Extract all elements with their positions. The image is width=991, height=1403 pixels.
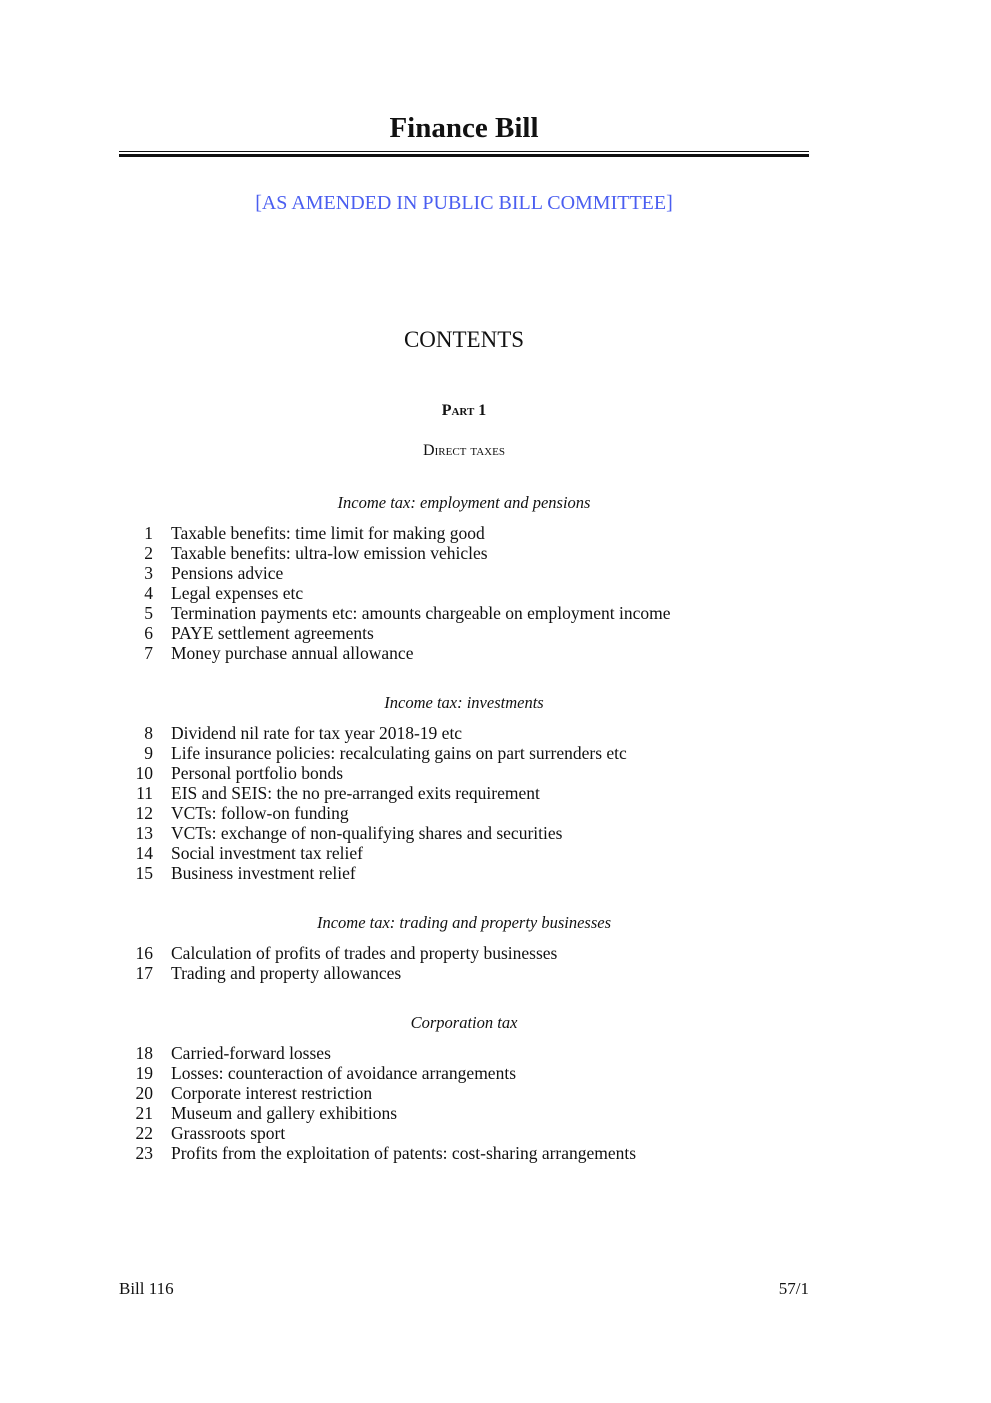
list-item[interactable] [119,523,809,543]
item-text: Losses: counteraction of avoidance arrangements [171,1063,517,1083]
item-number: 11 [136,783,153,803]
amended-note: [AS AMENDED IN PUBLIC BILL COMMITTEE] [255,192,673,214]
item-text: Grassroots sport [171,1123,286,1143]
item-number: 22 [135,1123,153,1143]
item-number: 16 [135,943,153,963]
item-text: VCTs: follow-on funding [171,803,349,823]
item-number: 21 [135,1103,153,1123]
section-trading-property [119,913,809,983]
item-text: Corporate interest restriction [171,1083,373,1103]
item-number: 20 [135,1083,153,1103]
list-item[interactable] [119,963,809,983]
list-item[interactable] [119,943,809,963]
item-text: Life insurance policies: recalculating gains on part surrenders etc [171,743,627,763]
list-item[interactable] [119,1123,809,1143]
item-number: 10 [135,763,153,783]
item-text: Taxable benefits: time limit for making good [171,523,485,543]
item-number: 12 [135,803,153,823]
list-item[interactable] [119,623,809,643]
item-number: 15 [135,863,153,883]
item-text: Business investment relief [171,863,356,883]
item-number: 7 [144,643,153,663]
list-item[interactable] [119,1143,809,1163]
page-reference: 57/1 [778,1279,809,1298]
list-item[interactable] [119,783,809,803]
item-text: Calculation of profits of trades and property businesses [171,943,558,963]
list-item[interactable] [119,863,809,883]
title-rule-thick [119,154,809,157]
item-text: Trading and property allowances [171,963,402,983]
item-text: Museum and gallery exhibitions [171,1103,398,1123]
item-text: EIS and SEIS: the no pre-arranged exits requirement [171,783,540,803]
list-item[interactable] [119,763,809,783]
item-number: 13 [135,823,153,843]
list-item[interactable] [119,1063,809,1083]
list-item[interactable] [119,743,809,763]
section-employment-pensions [119,493,809,663]
item-text: Money purchase annual allowance [171,643,414,663]
item-number: 4 [144,583,153,603]
section-heading: Income tax: investments [384,693,544,712]
section-heading: Income tax: trading and property businesses [316,913,612,932]
item-number: 19 [135,1063,153,1083]
item-text: Pensions advice [171,563,284,583]
list-item[interactable] [119,543,809,563]
item-number: 9 [144,743,153,763]
item-text: Legal expenses etc [171,583,304,603]
list-item[interactable] [119,1103,809,1123]
list-item[interactable] [119,803,809,823]
list-item[interactable] [119,603,809,623]
list-item[interactable] [119,843,809,863]
item-number: 18 [135,1043,153,1063]
list-item[interactable] [119,643,809,663]
contents-heading: CONTENTS [403,327,525,352]
item-number: 3 [144,563,153,583]
section-heading: Corporation tax [410,1013,518,1032]
list-item[interactable] [119,1043,809,1063]
part-subtitle: Direct taxes [423,442,505,459]
item-text: Carried-forward losses [171,1043,331,1063]
list-item[interactable] [119,563,809,583]
item-text: Dividend nil rate for tax year 2018-19 etc [171,723,463,743]
part-label: Part 1 [441,402,487,419]
item-number: 8 [144,723,153,743]
list-item[interactable] [119,583,809,603]
list-item[interactable] [119,1083,809,1103]
item-text: Social investment tax relief [171,843,363,863]
item-number: 2 [144,543,153,563]
section-corporation-tax [119,1013,809,1163]
list-item[interactable] [119,823,809,843]
item-number: 6 [144,623,153,643]
item-text: Profits from the exploitation of patents: cost-sharing arrangements [171,1143,637,1163]
bill-number: Bill 116 [119,1279,174,1298]
title-rule-thin [119,151,809,152]
section-heading: Income tax: employment and pensions [337,493,591,512]
bill-title: Finance Bill [389,112,539,144]
item-number: 1 [144,523,153,543]
list-item[interactable] [119,723,809,743]
item-text: Taxable benefits: ultra-low emission vehicles [171,543,488,563]
item-number: 17 [135,963,153,983]
item-number: 23 [135,1143,153,1163]
item-text: Personal portfolio bonds [171,763,344,783]
item-number: 5 [144,603,153,623]
item-text: VCTs: exchange of non-qualifying shares and securities [171,823,563,843]
item-text: PAYE settlement agreements [171,623,374,643]
item-number: 14 [135,843,153,863]
item-text: Termination payments etc: amounts chargeable on employment income [171,603,671,623]
section-investments [119,693,809,883]
